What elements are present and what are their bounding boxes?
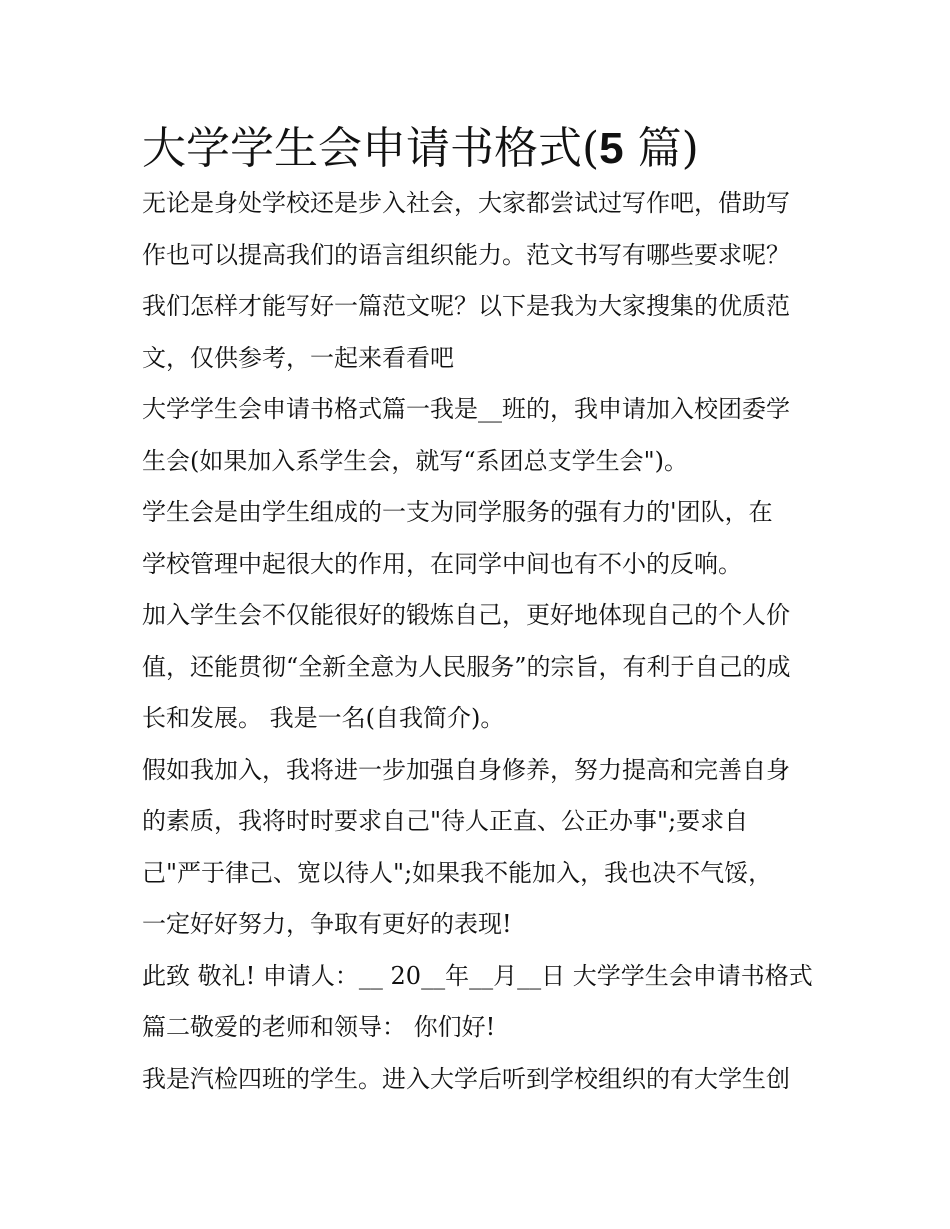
document-body [142,190,822,1117]
body-line: 大学学生会申请书格式篇一我是__班的，我申请加入校团委学 [142,395,790,423]
title-tail: 篇) [637,123,699,174]
body-line: 一定好好努力，争取有更好的表现! [142,910,512,938]
body-line: 我是汽检四班的学生。进入大学后听到学校组织的有大学生创 [142,1064,790,1093]
body-line: 长和发展。 我是一名(自我简介)。 [142,704,505,732]
body-line: 值，还能贯彻“全新全意为人民服务”的宗旨，有利于自己的成 [142,652,791,681]
document-title [142,118,822,180]
body-line: 加入学生会不仅能很好的锻炼自己，更好地体现自己的个人价 [142,601,790,629]
title-main: 大学学生会申请书格式( [142,123,600,174]
body-line: 作也可以提高我们的语言组织能力。范文书写有哪些要求呢？ [142,240,790,269]
body-line: 学生会是由学生组成的一支为同学服务的强有力的'团队，在 [142,498,773,526]
body-line: 学校管理中起很大的作用，在同学中间也有不小的反响。 [142,549,742,578]
body-line: 生会(如果加入系学生会，就写“系团总支学生会")。 [142,446,689,475]
document-page [142,118,822,1117]
body-line: 文，仅供参考，一起来看看吧 [142,343,454,372]
title-number: 5 [599,124,624,173]
body-line: 无论是身处学校还是步入社会，大家都尝试过写作吧，借助写 [142,189,790,217]
body-line: 的素质，我将时时要求自己"待人正直、公正办事";要求自 [142,807,749,835]
body-line: 我们怎样才能写好一篇范文呢？以下是我为大家搜集的优质范 [142,292,790,320]
body-line: 篇二敬爱的老师和领导： 你们好! [142,1013,496,1041]
body-line: 假如我加入，我将进一步加强自身修养，努力提高和完善自身 [142,755,790,784]
body-line: 己"严于律己、宽以待人";如果我不能加入，我也决不气馁， [142,858,773,887]
body-line: 此致 敬礼! 申请人：__ 20__年__月__日 大学学生会申请书格式 [142,961,813,990]
